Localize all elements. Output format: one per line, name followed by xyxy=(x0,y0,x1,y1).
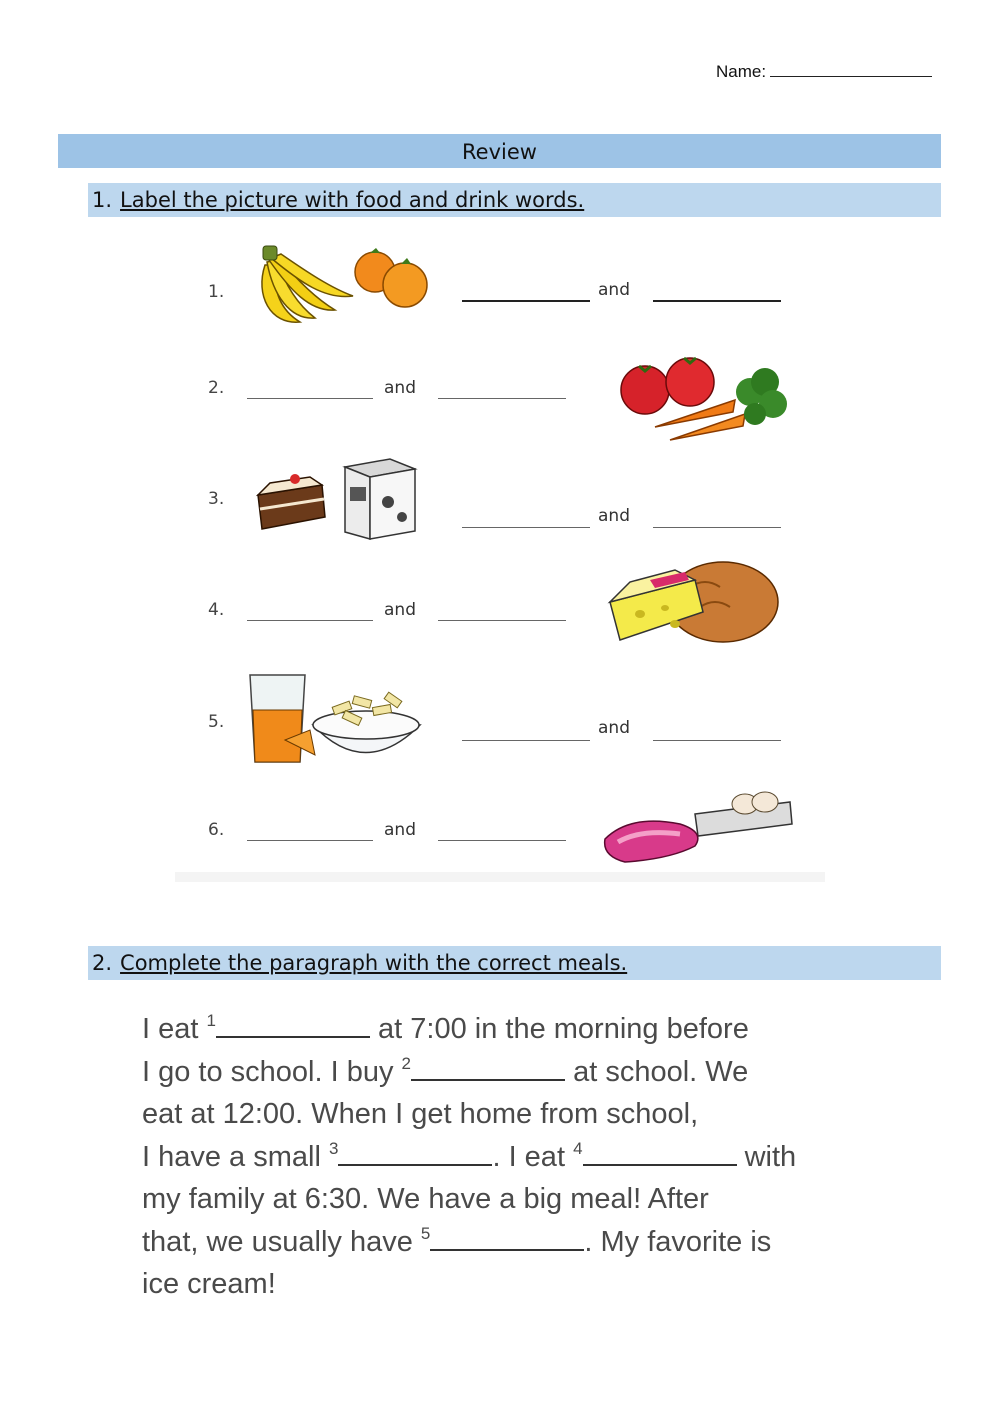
juice-glass-icon xyxy=(250,675,315,762)
paragraph-line: ice cream! xyxy=(142,1268,276,1300)
label-row-1 xyxy=(175,232,825,342)
blank-3b[interactable] xyxy=(653,527,781,528)
text: . I eat xyxy=(492,1140,574,1173)
paragraph-line: eat at 12:00. When I get home from school, xyxy=(142,1098,699,1130)
name-label: Name: xyxy=(716,62,767,81)
blank-meal-2[interactable] xyxy=(411,1057,565,1081)
meat-eggs-picture xyxy=(600,784,800,874)
and-word: and xyxy=(384,600,416,620)
blank-4b[interactable] xyxy=(438,620,566,621)
section-2-instruction: Complete the paragraph with the correct meals. xyxy=(120,951,628,975)
text: I eat xyxy=(142,1013,207,1045)
label-row-2 xyxy=(175,342,825,452)
row-number: 5. xyxy=(208,712,225,732)
blank-number: 5 xyxy=(420,1223,431,1243)
paragraph-line: my family at 6:30. We have a big meal! After xyxy=(142,1183,709,1215)
section-2-header xyxy=(88,946,941,980)
and-word: and xyxy=(384,378,416,398)
row-number: 1. xyxy=(208,282,225,302)
blank-2b[interactable] xyxy=(438,398,566,399)
text: I go to school. I buy xyxy=(142,1055,402,1088)
blank-meal-4[interactable] xyxy=(583,1142,737,1166)
blank-6a[interactable] xyxy=(247,840,373,841)
pasta-bowl-icon xyxy=(313,692,420,752)
name-field xyxy=(716,62,932,82)
blank-number: 3 xyxy=(328,1138,339,1158)
cheese-bread-picture xyxy=(605,552,785,652)
text: . My favorite is xyxy=(584,1225,772,1258)
label-row-3 xyxy=(175,447,825,557)
milk-carton-icon xyxy=(345,459,415,539)
and-word: and xyxy=(384,820,416,840)
blank-meal-1[interactable] xyxy=(216,1014,370,1038)
blank-4a[interactable] xyxy=(247,620,373,621)
blank-1a[interactable] xyxy=(462,300,590,302)
tomato-carrot-picture xyxy=(615,352,795,442)
cake-milk-picture xyxy=(250,447,430,547)
cake-icon xyxy=(258,474,325,529)
row-number: 2. xyxy=(208,378,225,398)
tomato-icon xyxy=(621,358,714,414)
text: with xyxy=(736,1140,797,1173)
blank-5b[interactable] xyxy=(653,740,781,741)
text: I have a small xyxy=(142,1140,329,1173)
row-number: 3. xyxy=(208,489,225,509)
blank-number: 2 xyxy=(401,1053,412,1073)
text: at school. We xyxy=(565,1055,749,1088)
blank-1b[interactable] xyxy=(653,300,781,302)
meat-icon xyxy=(605,821,698,862)
section-1-instruction: Label the picture with food and drink words. xyxy=(120,188,585,212)
banana-icon xyxy=(262,246,353,322)
paragraph-line xyxy=(142,1221,902,1264)
paragraph-line xyxy=(142,1008,902,1051)
name-blank[interactable] xyxy=(770,62,932,77)
banana-orange-picture xyxy=(245,240,435,330)
and-word: and xyxy=(598,280,630,300)
orange-icon xyxy=(355,248,427,307)
section-1-header xyxy=(88,183,941,217)
food-picture-panel xyxy=(175,232,825,882)
blank-number: 1 xyxy=(206,1011,216,1030)
section-2-number: 2. xyxy=(92,951,113,975)
blank-meal-3[interactable] xyxy=(338,1142,492,1166)
row-number: 6. xyxy=(208,820,225,840)
eggs-icon xyxy=(695,792,792,836)
blank-2a[interactable] xyxy=(247,398,373,399)
label-row-6 xyxy=(175,772,825,882)
label-row-5 xyxy=(175,662,825,772)
blank-number: 4 xyxy=(573,1138,583,1158)
text: that, we usually have xyxy=(142,1225,421,1258)
row-number: 4. xyxy=(208,600,225,620)
section-1-number: 1. xyxy=(92,188,113,212)
page-title: Review xyxy=(58,134,941,168)
text: at 7:00 in the morning before xyxy=(369,1013,749,1045)
and-word: and xyxy=(598,718,630,738)
label-row-4 xyxy=(175,552,825,662)
juice-pasta-picture xyxy=(245,670,435,770)
paragraph-line xyxy=(142,1136,902,1179)
blank-meal-5[interactable] xyxy=(430,1227,584,1251)
meal-paragraph xyxy=(142,1008,902,1306)
and-word: and xyxy=(598,506,630,526)
blank-5a[interactable] xyxy=(462,740,590,741)
blank-6b[interactable] xyxy=(438,840,566,841)
blank-3a[interactable] xyxy=(462,527,590,528)
paragraph-line xyxy=(142,1051,902,1094)
